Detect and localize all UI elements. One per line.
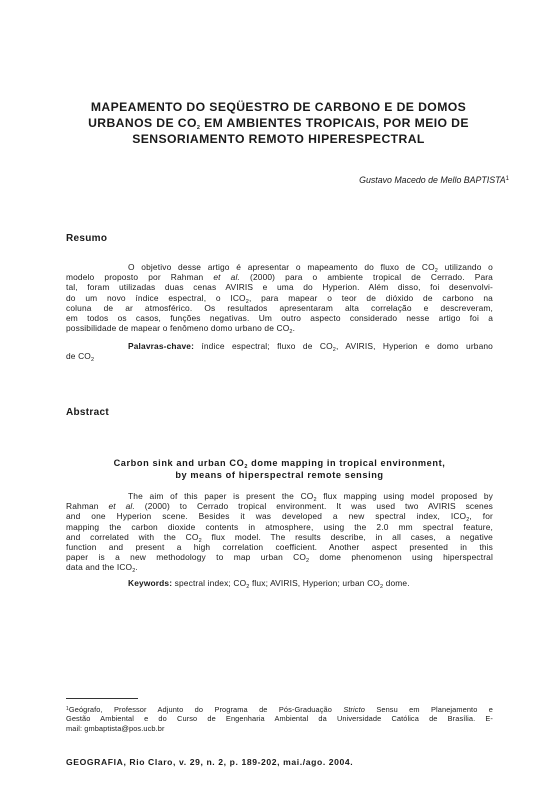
keywords-label: Keywords: <box>128 578 173 588</box>
resumo-line: tal, foram utilizadas duas cenas AVIRIS e uma do Hyperion. Além disso, foi desenvolvi- <box>66 282 493 293</box>
abstract-keywords: Keywords: spectral index; $CO_2$ flux; AVIRIS, Hyperion; urban $CO_2$ dome. <box>128 578 410 590</box>
title-line-2: URBANOS DE $CO_2$ EM AMBIENTES TROPICAIS, POR MEIO DE <box>88 116 469 131</box>
resumo-line: modelo proposto por Rahman et al. (2000) para o ambiente tropical de Cerrado. Para <box>66 272 493 283</box>
abstract-line: function and present a high correlation coefficient. Another aspect presented in this <box>66 542 493 553</box>
abstract-line: mapping the carbon dioxide contents in atmosphere, using the 2.0 mm spectral feature, <box>66 521 493 532</box>
author-name: Gustavo Macedo de Mello BAPTISTA$^1$ <box>359 175 509 185</box>
resumo-line: em todos os casos, funções negativas. Um outro aspecto considerado nesse artigo foi a <box>66 313 493 324</box>
abstract-line: paper is a new methodology to map urban $CO_2$ dome phenomenon using hiperspectral <box>66 552 493 565</box>
title-line-3: SENSORIAMENTO REMOTO HIPERESPECTRAL <box>132 132 425 146</box>
journal-citation: GEOGRAFIA, Rio Claro, v. 29, n. 2, p. 189-202, mai./ago. 2004. <box>66 757 354 767</box>
keywords-label: Palavras-chave: <box>128 341 195 351</box>
resumo-keywords: Palavras-chave: índice espectral; fluxo de $CO_2$, AVIRIS, Hyperion e domo urbano de $CO_2$ <box>66 341 493 364</box>
footnote-mark: 1 <box>66 706 69 712</box>
resumo-line: possibilidade de mapear o fenômeno domo urbano de $CO_2$. <box>66 323 296 336</box>
resumo-line: coluna de ar atmosférico. Os resultados apresentaram alta correlação e descreveram, <box>66 302 493 313</box>
footnote: $^1$Geógrafo, Professor Adjunto do Programa de Pós-Graduação Stricto Sensu em Planejamento e Gestão Ambiental e do Curso de Engenharia Ambiental da Universidade Católica de Brasília. E- mail: gmbaptista@pos.ucb.br <box>66 705 493 733</box>
resumo-heading: Resumo <box>66 233 108 244</box>
paper-title <box>66 99 491 147</box>
abstract-title: Carbon sink and urban $CO_2$ dome mapping in tropical environment, by means of hiperspectral remote sensing <box>113 458 446 480</box>
resumo-line: do um novo índice espectral, o $ICO_2$, para mapear o teor de dióxido de carbono na <box>66 292 493 305</box>
abstract-line: The aim of this paper is present the $CO_2$ flux mapping using model proposed by <box>128 491 493 503</box>
abstract-body <box>66 491 493 573</box>
abstract-line: and correlated with the $CO_2$ flux model. The results describe, in all cases, a negative <box>66 531 493 544</box>
resumo-line: O objetivo desse artigo é apresentar o mapeamento do fluxo de $CO_2$ utilizando o <box>128 262 493 274</box>
abstract-line: and one Hyperion scene. Besides it was developed a new spectral index, $ICO_2$, for <box>66 511 493 524</box>
title-line-1: MAPEAMENTO DO SEQÜESTRO DE CARBONO E DE DOMOS <box>90 100 467 114</box>
abstract-heading: Abstract <box>66 407 109 418</box>
author-footnote-mark: 1 <box>505 176 509 182</box>
footnote-divider <box>66 698 138 699</box>
abstract-line: data and the $ICO_2$. <box>66 562 138 575</box>
resumo-body <box>66 262 493 336</box>
abstract-line: Rahman et al. (2000) to Cerrado tropical environment. It was used two AVIRIS scenes <box>66 501 493 512</box>
